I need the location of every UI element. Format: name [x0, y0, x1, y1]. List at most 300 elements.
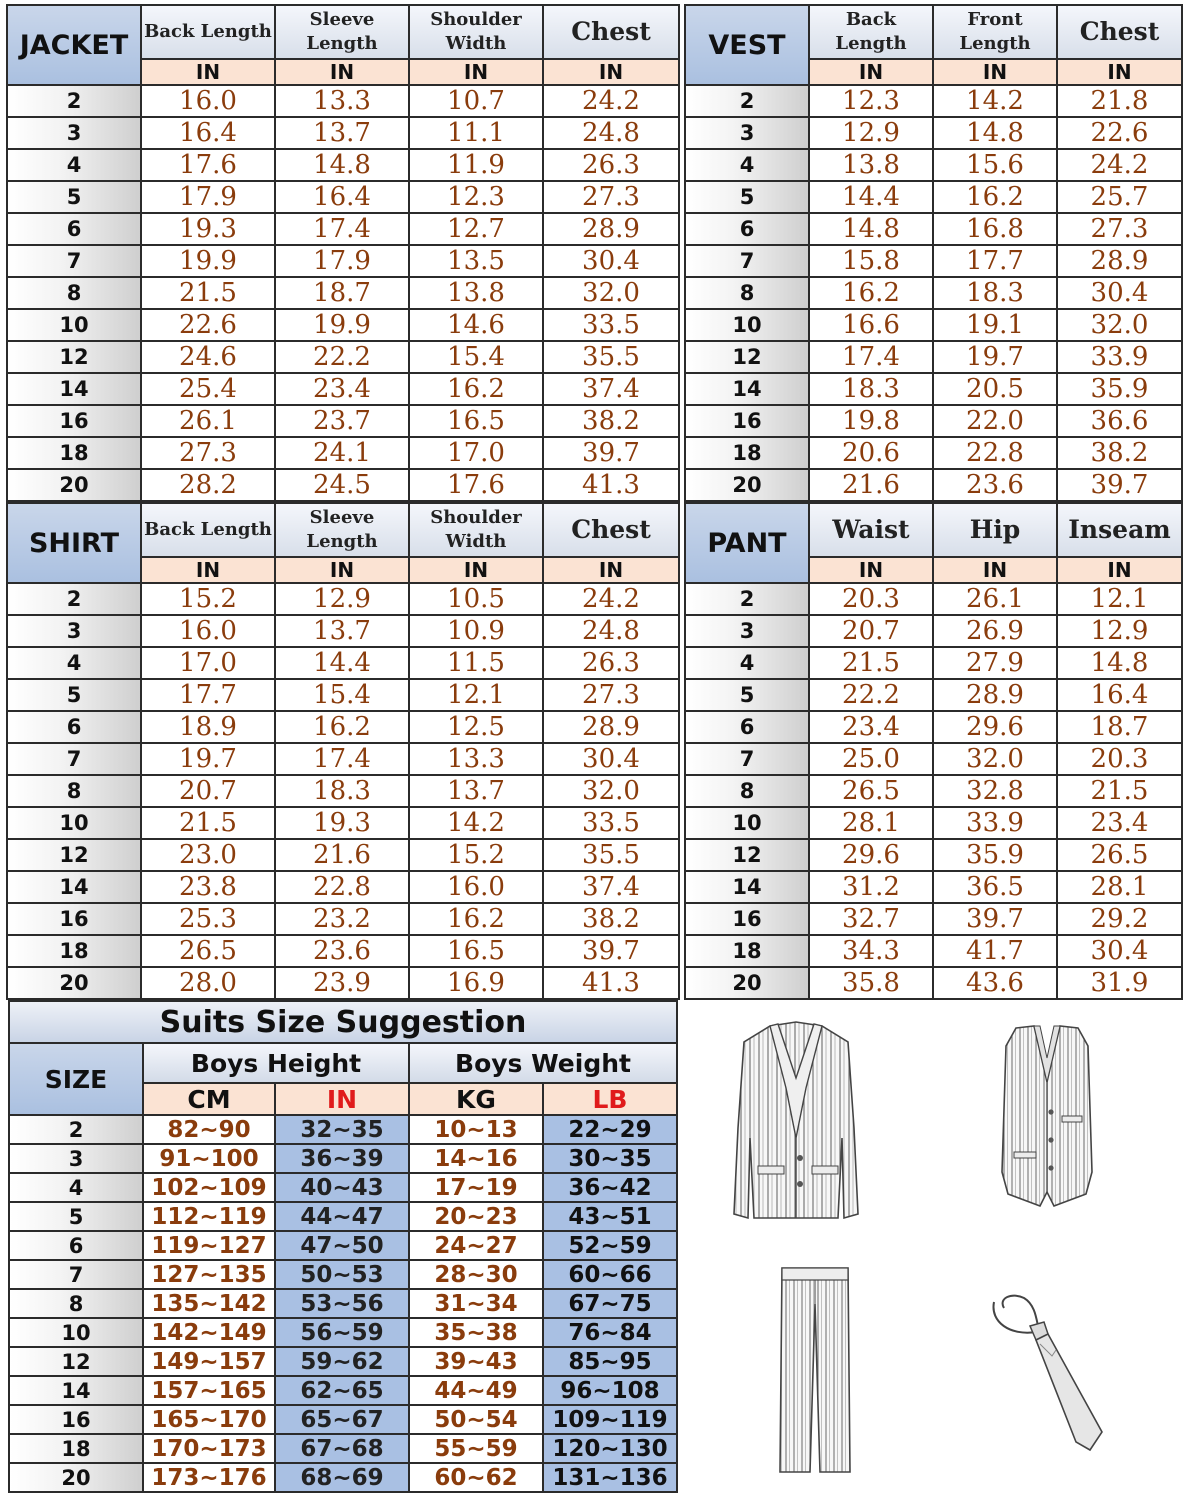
vest-header-front-length: Front Length [933, 5, 1057, 59]
table-row [7, 181, 679, 213]
size-label: 18 [9, 1434, 143, 1463]
value-cell: 38.2 [543, 405, 679, 437]
size-label: 2 [685, 583, 809, 615]
value-cell: 12.9 [1057, 615, 1182, 647]
value-cell: 35.9 [933, 839, 1057, 871]
table-row [685, 245, 1182, 277]
value-cell: 21.6 [809, 469, 933, 501]
value-cell: 85~95 [543, 1347, 677, 1376]
suits-size-suggestion-table [8, 1000, 678, 1493]
value-cell: 20.7 [809, 615, 933, 647]
unit-cell: IN [1057, 557, 1182, 583]
value-cell: 11.9 [409, 149, 543, 181]
value-cell: 35.9 [1057, 373, 1182, 405]
vest-title: VEST [685, 5, 809, 85]
value-cell: 26.9 [933, 615, 1057, 647]
size-label: 3 [685, 117, 809, 149]
table-row [685, 711, 1182, 743]
value-cell: 21.8 [1057, 85, 1182, 117]
value-cell: 112~119 [143, 1202, 275, 1231]
value-cell: 165~170 [143, 1405, 275, 1434]
value-cell: 31.9 [1057, 967, 1182, 999]
value-cell: 27.3 [543, 679, 679, 711]
shirt-title: SHIRT [7, 503, 141, 583]
value-cell: 60~66 [543, 1260, 677, 1289]
value-cell: 21.5 [809, 647, 933, 679]
size-label: 12 [7, 839, 141, 871]
table-row [7, 405, 679, 437]
value-cell: 26.5 [809, 775, 933, 807]
table-row [685, 117, 1182, 149]
value-cell: 27.9 [933, 647, 1057, 679]
value-cell: 26.5 [141, 935, 275, 967]
value-cell: 13.3 [275, 85, 409, 117]
value-cell: 50~53 [275, 1260, 409, 1289]
value-cell: 120~130 [543, 1434, 677, 1463]
pant-header-waist: Waist [809, 503, 933, 557]
size-label: 4 [9, 1173, 143, 1202]
value-cell: 28.0 [141, 967, 275, 999]
value-cell: 34.3 [809, 935, 933, 967]
value-cell: 36.5 [933, 871, 1057, 903]
value-cell: 33.9 [933, 807, 1057, 839]
table-row [685, 341, 1182, 373]
value-cell: 26.5 [1057, 839, 1182, 871]
table-row [685, 807, 1182, 839]
value-cell: 16.2 [409, 903, 543, 935]
value-cell: 28.2 [141, 469, 275, 501]
value-cell: 30.4 [1057, 277, 1182, 309]
value-cell: 22.8 [275, 871, 409, 903]
value-cell: 12.1 [1057, 583, 1182, 615]
table-row [7, 711, 679, 743]
size-label: 12 [685, 839, 809, 871]
value-cell: 20.7 [141, 775, 275, 807]
size-label: 10 [9, 1318, 143, 1347]
value-cell: 14.8 [275, 149, 409, 181]
value-cell: 67~68 [275, 1434, 409, 1463]
value-cell: 67~75 [543, 1289, 677, 1318]
value-cell: 131~136 [543, 1463, 677, 1492]
size-label: 10 [685, 807, 809, 839]
unit-cell: IN [543, 557, 679, 583]
size-label: 8 [9, 1289, 143, 1318]
size-label: 20 [7, 967, 141, 999]
table-row [7, 341, 679, 373]
suggestion-title: Suits Size Suggestion [9, 1001, 677, 1043]
value-cell: 37.4 [543, 373, 679, 405]
vest-header-chest: Chest [1057, 5, 1182, 59]
value-cell: 14.8 [809, 213, 933, 245]
value-cell: 39.7 [543, 935, 679, 967]
table-row [685, 309, 1182, 341]
value-cell: 17.4 [275, 743, 409, 775]
value-cell: 22.0 [933, 405, 1057, 437]
value-cell: 16.2 [409, 373, 543, 405]
table-row [7, 437, 679, 469]
table-row [685, 149, 1182, 181]
table-row [7, 743, 679, 775]
size-label: 18 [685, 935, 809, 967]
value-cell: 12.7 [409, 213, 543, 245]
table-row [7, 277, 679, 309]
value-cell: 15.4 [275, 679, 409, 711]
size-label: 2 [685, 85, 809, 117]
value-cell: 52~59 [543, 1231, 677, 1260]
value-cell: 41.7 [933, 935, 1057, 967]
value-cell: 41.3 [543, 469, 679, 501]
table-row [7, 967, 679, 999]
boys-height-header: Boys Height [143, 1043, 409, 1083]
size-label: 20 [685, 967, 809, 999]
value-cell: 38.2 [1057, 437, 1182, 469]
value-cell: 32.0 [543, 775, 679, 807]
value-cell: 23.4 [275, 373, 409, 405]
value-cell: 13.5 [409, 245, 543, 277]
size-label: 14 [7, 373, 141, 405]
value-cell: 36~39 [275, 1144, 409, 1173]
table-row [7, 807, 679, 839]
value-cell: 31.2 [809, 871, 933, 903]
size-label: 20 [7, 469, 141, 501]
unit-cell: IN [809, 59, 933, 85]
table-row [685, 743, 1182, 775]
size-label: 16 [9, 1405, 143, 1434]
value-cell: 22.8 [933, 437, 1057, 469]
value-cell: 41.3 [543, 967, 679, 999]
value-cell: 65~67 [275, 1405, 409, 1434]
value-cell: 16.2 [933, 181, 1057, 213]
unit-cell: IN [275, 557, 409, 583]
unit-cell: IN [809, 557, 933, 583]
value-cell: 17.6 [409, 469, 543, 501]
value-cell: 18.9 [141, 711, 275, 743]
value-cell: 15.2 [409, 839, 543, 871]
value-cell: 59~62 [275, 1347, 409, 1376]
value-cell: 20.3 [809, 583, 933, 615]
value-cell: 29.6 [933, 711, 1057, 743]
value-cell: 24~27 [409, 1231, 543, 1260]
table-row [685, 775, 1182, 807]
value-cell: 25.7 [1057, 181, 1182, 213]
table-row [9, 1115, 677, 1144]
shirt-header-chest: Chest [543, 503, 679, 557]
value-cell: 10.7 [409, 85, 543, 117]
table-row [685, 181, 1182, 213]
shirt-header-sleeve-length: Sleeve Length [275, 503, 409, 557]
value-cell: 38.2 [543, 903, 679, 935]
value-cell: 12.3 [409, 181, 543, 213]
value-cell: 16.4 [1057, 679, 1182, 711]
value-cell: 32.0 [1057, 309, 1182, 341]
value-cell: 16.0 [141, 615, 275, 647]
value-cell: 27.3 [141, 437, 275, 469]
table-row [9, 1318, 677, 1347]
value-cell: 32.8 [933, 775, 1057, 807]
table-row [7, 213, 679, 245]
value-cell: 47~50 [275, 1231, 409, 1260]
value-cell: 17.0 [409, 437, 543, 469]
table-row [685, 967, 1182, 999]
size-label: 7 [7, 743, 141, 775]
value-cell: 23.6 [275, 935, 409, 967]
value-cell: 21.6 [275, 839, 409, 871]
boys-weight-header: Boys Weight [409, 1043, 677, 1083]
value-cell: 30.4 [543, 245, 679, 277]
size-label: 5 [7, 679, 141, 711]
value-cell: 60~62 [409, 1463, 543, 1492]
value-cell: 14~16 [409, 1144, 543, 1173]
value-cell: 27.3 [1057, 213, 1182, 245]
size-label: 3 [7, 615, 141, 647]
size-label: 8 [685, 277, 809, 309]
size-label: 16 [685, 405, 809, 437]
table-row [7, 469, 679, 501]
value-cell: 10.9 [409, 615, 543, 647]
unit-kg: KG [409, 1083, 543, 1115]
size-label: 14 [9, 1376, 143, 1405]
size-label: 6 [7, 213, 141, 245]
table-row [9, 1144, 677, 1173]
unit-cm: CM [143, 1083, 275, 1115]
size-label: 10 [7, 807, 141, 839]
value-cell: 12.3 [809, 85, 933, 117]
value-cell: 53~56 [275, 1289, 409, 1318]
value-cell: 32.7 [809, 903, 933, 935]
value-cell: 16.2 [275, 711, 409, 743]
table-row [685, 615, 1182, 647]
table-row [9, 1202, 677, 1231]
vest-table [684, 4, 1183, 502]
pant-table [684, 502, 1183, 1000]
table-row [9, 1463, 677, 1492]
size-label: 6 [685, 213, 809, 245]
value-cell: 96~108 [543, 1376, 677, 1405]
value-cell: 11.5 [409, 647, 543, 679]
value-cell: 102~109 [143, 1173, 275, 1202]
value-cell: 10~13 [409, 1115, 543, 1144]
value-cell: 33.5 [543, 309, 679, 341]
size-label: 12 [9, 1347, 143, 1376]
table-row [7, 679, 679, 711]
unit-cell: IN [409, 59, 543, 85]
value-cell: 28.9 [543, 213, 679, 245]
size-label: 4 [7, 647, 141, 679]
value-cell: 40~43 [275, 1173, 409, 1202]
value-cell: 24.8 [543, 117, 679, 149]
value-cell: 43~51 [543, 1202, 677, 1231]
value-cell: 17.9 [141, 181, 275, 213]
unit-lb: LB [543, 1083, 677, 1115]
tie-icon [990, 1292, 1106, 1454]
value-cell: 119~127 [143, 1231, 275, 1260]
value-cell: 36~42 [543, 1173, 677, 1202]
value-cell: 37.4 [543, 871, 679, 903]
unit-cell: IN [933, 59, 1057, 85]
value-cell: 18.3 [809, 373, 933, 405]
value-cell: 127~135 [143, 1260, 275, 1289]
table-row [685, 583, 1182, 615]
unit-in: IN [275, 1083, 409, 1115]
value-cell: 76~84 [543, 1318, 677, 1347]
value-cell: 23.7 [275, 405, 409, 437]
value-cell: 23.8 [141, 871, 275, 903]
unit-cell: IN [141, 557, 275, 583]
value-cell: 56~59 [275, 1318, 409, 1347]
value-cell: 91~100 [143, 1144, 275, 1173]
size-label: 5 [685, 679, 809, 711]
value-cell: 11.1 [409, 117, 543, 149]
value-cell: 19.9 [275, 309, 409, 341]
unit-cell: IN [141, 59, 275, 85]
value-cell: 25.0 [809, 743, 933, 775]
table-row [9, 1405, 677, 1434]
value-cell: 24.1 [275, 437, 409, 469]
value-cell: 23.0 [141, 839, 275, 871]
value-cell: 43.6 [933, 967, 1057, 999]
table-row [685, 679, 1182, 711]
size-label: 8 [7, 775, 141, 807]
value-cell: 17.6 [141, 149, 275, 181]
size-label: 5 [7, 181, 141, 213]
size-label: 16 [685, 903, 809, 935]
value-cell: 17.9 [275, 245, 409, 277]
size-label: 14 [7, 871, 141, 903]
value-cell: 17.4 [809, 341, 933, 373]
size-label: 10 [7, 309, 141, 341]
value-cell: 18.3 [933, 277, 1057, 309]
table-row [685, 405, 1182, 437]
value-cell: 18.7 [1057, 711, 1182, 743]
value-cell: 22.6 [141, 309, 275, 341]
value-cell: 28.9 [1057, 245, 1182, 277]
size-label: 14 [685, 373, 809, 405]
value-cell: 18.7 [275, 277, 409, 309]
size-label: 7 [685, 743, 809, 775]
size-label: 7 [7, 245, 141, 277]
table-row [9, 1260, 677, 1289]
value-cell: 142~149 [143, 1318, 275, 1347]
value-cell: 19.3 [275, 807, 409, 839]
unit-cell: IN [543, 59, 679, 85]
suggestion-size-label: SIZE [9, 1043, 143, 1115]
value-cell: 19.9 [141, 245, 275, 277]
value-cell: 16.4 [275, 181, 409, 213]
value-cell: 25.4 [141, 373, 275, 405]
size-label: 2 [7, 85, 141, 117]
table-row [9, 1289, 677, 1318]
table-row [7, 647, 679, 679]
value-cell: 15.8 [809, 245, 933, 277]
size-label: 7 [9, 1260, 143, 1289]
table-row [9, 1376, 677, 1405]
value-cell: 21.5 [141, 277, 275, 309]
value-cell: 109~119 [543, 1405, 677, 1434]
value-cell: 13.7 [275, 117, 409, 149]
value-cell: 50~54 [409, 1405, 543, 1434]
size-label: 6 [685, 711, 809, 743]
value-cell: 10.5 [409, 583, 543, 615]
value-cell: 26.1 [141, 405, 275, 437]
value-cell: 17.0 [141, 647, 275, 679]
value-cell: 33.9 [1057, 341, 1182, 373]
table-row [9, 1173, 677, 1202]
value-cell: 14.2 [933, 85, 1057, 117]
size-label: 12 [7, 341, 141, 373]
unit-cell: IN [933, 557, 1057, 583]
pant-header-inseam: Inseam [1057, 503, 1182, 557]
size-label: 20 [9, 1463, 143, 1492]
value-cell: 20.6 [809, 437, 933, 469]
value-cell: 12.9 [275, 583, 409, 615]
value-cell: 16.5 [409, 935, 543, 967]
unit-cell: IN [409, 557, 543, 583]
table-row [9, 1434, 677, 1463]
value-cell: 170~173 [143, 1434, 275, 1463]
value-cell: 39~43 [409, 1347, 543, 1376]
value-cell: 23.2 [275, 903, 409, 935]
value-cell: 157~165 [143, 1376, 275, 1405]
value-cell: 13.8 [409, 277, 543, 309]
value-cell: 14.8 [1057, 647, 1182, 679]
size-label: 4 [7, 149, 141, 181]
value-cell: 35~38 [409, 1318, 543, 1347]
table-row [685, 277, 1182, 309]
value-cell: 23.6 [933, 469, 1057, 501]
value-cell: 14.6 [409, 309, 543, 341]
value-cell: 20.5 [933, 373, 1057, 405]
value-cell: 26.1 [933, 583, 1057, 615]
value-cell: 39.7 [543, 437, 679, 469]
table-row [685, 647, 1182, 679]
value-cell: 35.5 [543, 839, 679, 871]
value-cell: 26.3 [543, 149, 679, 181]
jacket-icon [730, 1018, 862, 1230]
value-cell: 28.1 [809, 807, 933, 839]
unit-cell: IN [275, 59, 409, 85]
size-label: 3 [685, 615, 809, 647]
value-cell: 19.1 [933, 309, 1057, 341]
value-cell: 36.6 [1057, 405, 1182, 437]
value-cell: 22.2 [809, 679, 933, 711]
shirt-header-shoulder-width: Shoulder Width [409, 503, 543, 557]
value-cell: 32.0 [543, 277, 679, 309]
value-cell: 14.4 [809, 181, 933, 213]
table-row [685, 903, 1182, 935]
jacket-header-chest: Chest [543, 5, 679, 59]
jacket-header-shoulder-width: Shoulder Width [409, 5, 543, 59]
shirt-header-back-length: Back Length [141, 503, 275, 557]
table-row [685, 469, 1182, 501]
size-label: 8 [7, 277, 141, 309]
value-cell: 14.4 [275, 647, 409, 679]
value-cell: 23.4 [809, 711, 933, 743]
value-cell: 28.1 [1057, 871, 1182, 903]
value-cell: 39.7 [933, 903, 1057, 935]
value-cell: 20.3 [1057, 743, 1182, 775]
size-label: 16 [7, 405, 141, 437]
value-cell: 12.5 [409, 711, 543, 743]
table-row [7, 309, 679, 341]
value-cell: 68~69 [275, 1463, 409, 1492]
value-cell: 135~142 [143, 1289, 275, 1318]
value-cell: 24.2 [1057, 149, 1182, 181]
value-cell: 16.5 [409, 405, 543, 437]
value-cell: 62~65 [275, 1376, 409, 1405]
value-cell: 22~29 [543, 1115, 677, 1144]
value-cell: 20~23 [409, 1202, 543, 1231]
table-row [685, 839, 1182, 871]
